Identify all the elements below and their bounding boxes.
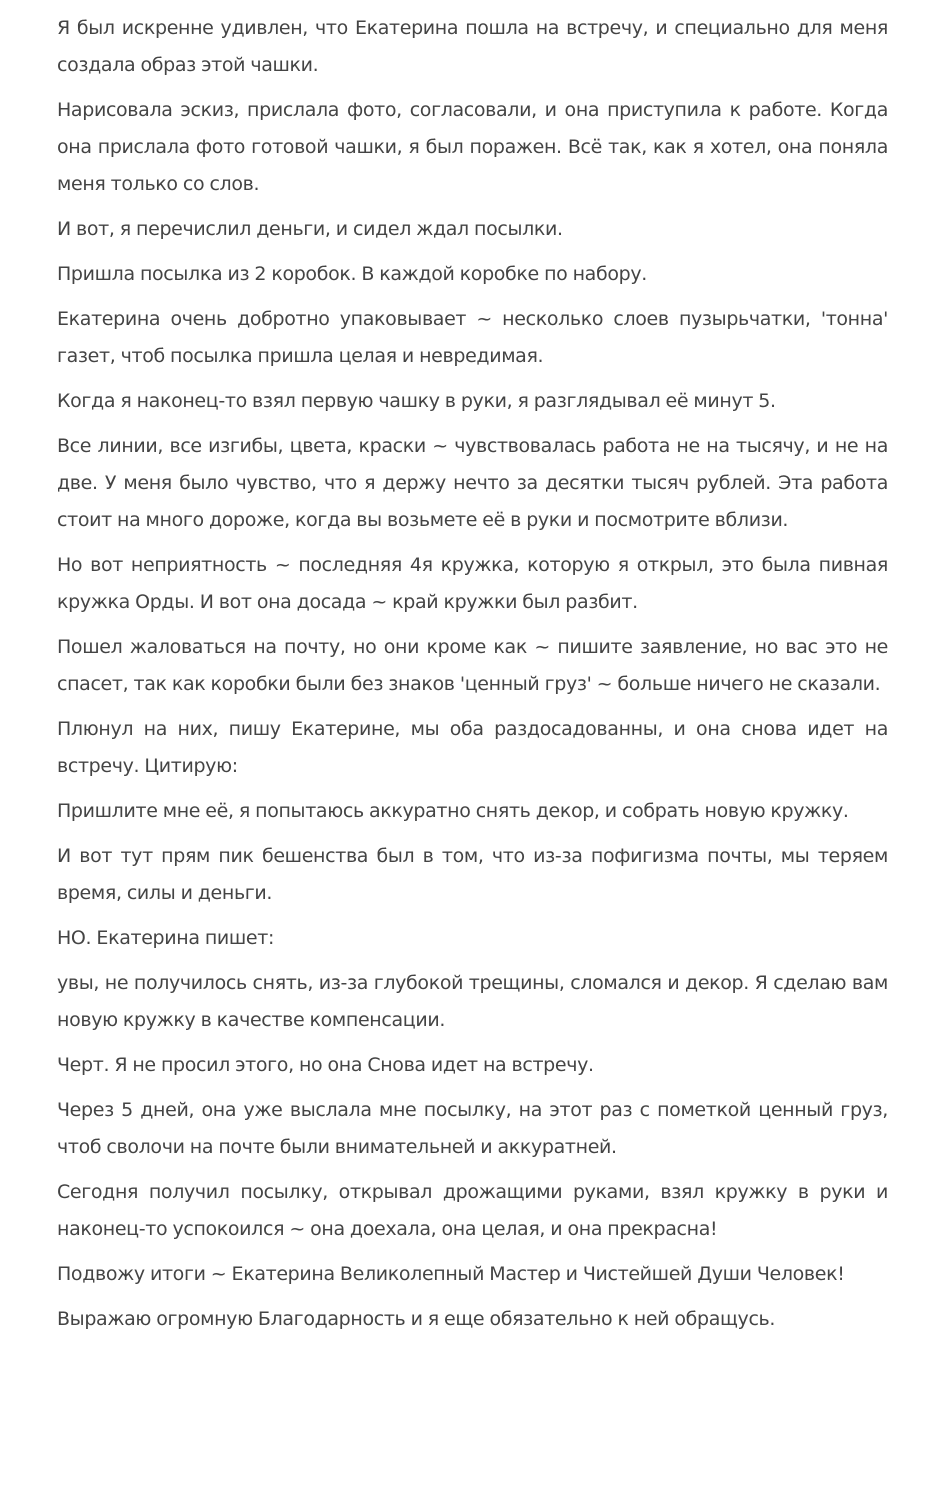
paragraph-5: Екатерина очень добротно упаковывает ~ несколько слоев пузырьчатки, 'тонна' газет, чтоб посылка пришла целая и невредимая. [57, 308, 888, 367]
paragraph-11: Пришлите мне её, я попытаюсь аккуратно снять декор, и собрать новую кружку. [57, 800, 849, 822]
paragraph-17: Сегодня получил посылку, открывал дрожащими руками, взял кружку в руки и наконец-то успокоился ~ она доехала, она целая, и она прекрасна! [57, 1181, 888, 1240]
paragraph-7: Все линии, все изгибы, цвета, краски ~ чувствовалась работа не на тысячу, и не на две. У меня было чувство, что я держу нечто за десятки тысяч рублей. Эта работа стоит на много дороже, когда вы возьмете её в руки и посмотрите вблизи. [57, 435, 888, 531]
paragraph-4: Пришла посылка из 2 коробок. В каждой коробке по набору. [57, 263, 647, 285]
paragraph-6: Когда я наконец-то взял первую чашку в руки, я разглядывал её минут 5. [57, 390, 776, 412]
paragraph-9: Пошел жаловаться на почту, но они кроме как ~ пишите заявление, но вас это не спасет, так как коробки были без знаков 'ценный груз' ~ больше ничего не сказали. [57, 636, 888, 695]
paragraph-13: НО. Екатерина пишет: [57, 927, 275, 949]
paragraph-19: Выражаю огромную Благодарность и я еще обязательно к ней обращусь. [57, 1308, 776, 1330]
paragraph-10: Плюнул на них, пишу Екатерине, мы оба раздосадованны, и она снова идет на встречу. Цитирую: [57, 718, 888, 777]
paragraph-16: Через 5 дней, она уже выслала мне посылку, на этот раз с пометкой ценный груз, чтоб сволочи на почте были внимательней и аккуратней. [57, 1099, 888, 1158]
paragraph-18: Подвожу итоги ~ Екатерина Великолепный Мастер и Чистейшей Души Человек! [57, 1263, 845, 1285]
paragraph-2: Нарисовала эскиз, прислала фото, согласовали, и она приступила к работе. Когда она прислала фото готовой чашки, я был поражен. Всё так, как я хотел, она поняла меня только со слов. [57, 99, 888, 195]
paragraph-1: Я был искренне удивлен, что Екатерина пошла на встречу, и специально для меня создала образ этой чашки. [57, 17, 888, 76]
paragraph-15: Черт. Я не просил этого, но она Снова идет на встречу. [57, 1054, 594, 1076]
paragraph-12: И вот тут прям пик бешенства был в том, что из-за пофигизма почты, мы теряем время, силы и деньги. [57, 845, 888, 904]
review-text [57, 10, 888, 1346]
paragraph-14: увы, не получилось снять, из-за глубокой трещины, сломался и декор. Я сделаю вам новую кружку в качестве компенсации. [57, 972, 888, 1031]
paragraph-8: Но вот неприятность ~ последняя 4я кружка, которую я открыл, это была пивная кружка Орды. И вот она досада ~ край кружки был разбит. [57, 554, 888, 613]
paragraph-3: И вот, я перечислил деньги, и сидел ждал посылки. [57, 218, 563, 240]
